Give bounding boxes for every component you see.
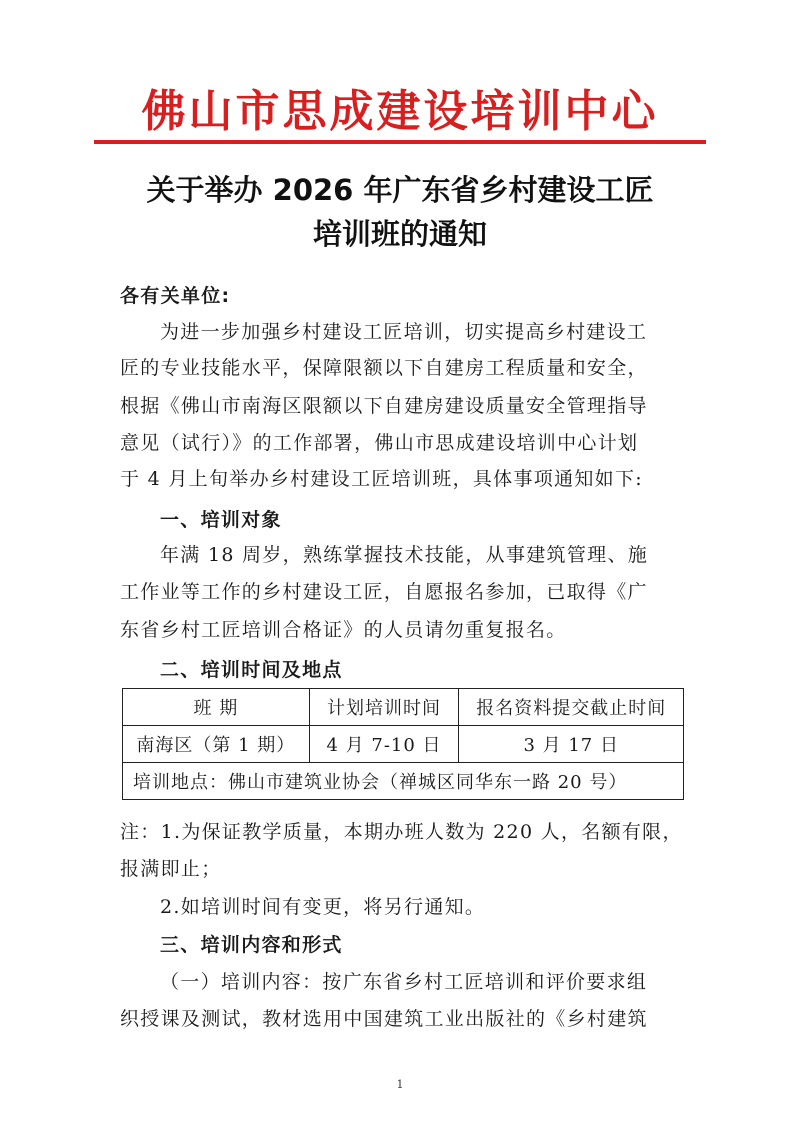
intro-line: 匠的专业技能水平，保障限额以下自建房工程质量和安全， xyxy=(120,357,648,379)
org-letterhead: 佛山市思成建设培训中心 xyxy=(141,86,659,137)
intro-line: 于 4 月上旬举办乡村建设工匠培训班，具体事项通知如下: xyxy=(120,468,643,490)
notice-title-line-2: 培训班的通知 xyxy=(312,217,487,251)
salutation: 各有关单位: xyxy=(120,285,231,307)
section-heading-2: 二、培训时间及地点 xyxy=(160,659,343,681)
table-header-row xyxy=(123,689,684,726)
page-number: 1 xyxy=(396,1078,404,1091)
section-heading-3: 三、培训内容和形式 xyxy=(160,934,343,956)
section-heading-1: 一、培训对象 xyxy=(160,509,282,531)
section1-line: 年满 18 周岁，熟练掌握技术技能，从事建筑管理、施 xyxy=(160,544,649,566)
table-header-cell: 报名资料提交截止时间 xyxy=(459,689,684,726)
table-header-cell: 班 期 xyxy=(123,689,310,726)
schedule-table xyxy=(122,688,684,800)
training-location: 培训地点：佛山市建筑业协会（禅城区同华东一路 20 号） xyxy=(123,763,684,800)
intro-line: 根据《佛山市南海区限额以下自建房建设质量安全管理指导 xyxy=(120,395,648,417)
section3-line: 织授课及测试，教材选用中国建筑工业出版社的《乡村建筑 xyxy=(120,1008,648,1030)
section1-line: 东省乡村工匠培训合格证》的人员请勿重复报名。 xyxy=(120,619,567,641)
intro-line: 意见（试行）》的工作部署，佛山市思成建设培训中心计划 xyxy=(120,432,639,454)
table-header-cell: 计划培训时间 xyxy=(309,689,459,726)
note-line: 报满即止； xyxy=(120,858,222,880)
note-line: 2.如培训时间有变更，将另行通知。 xyxy=(160,896,486,918)
intro-line: 为进一步加强乡村建设工匠培训，切实提高乡村建设工 xyxy=(160,321,648,343)
table-cell: 4 月 7-10 日 xyxy=(309,726,459,763)
table-cell: 3 月 17 日 xyxy=(459,726,684,763)
note-line: 注：1.为保证教学质量，本期办班人数为 220 人，名额有限， xyxy=(120,821,683,843)
letterhead-red-rule xyxy=(94,140,706,144)
notice-title-line-1: 关于举办 2026 年广东省乡村建设工匠 xyxy=(146,173,654,207)
section1-line: 工作业等工作的乡村建设工匠，自愿报名参加，已取得《广 xyxy=(120,581,648,603)
table-location-row xyxy=(123,763,684,800)
table-cell: 南海区（第 1 期） xyxy=(123,726,310,763)
table-row xyxy=(123,726,684,763)
section3-line: （一）培训内容：按广东省乡村工匠培训和评价要求组 xyxy=(160,971,648,993)
